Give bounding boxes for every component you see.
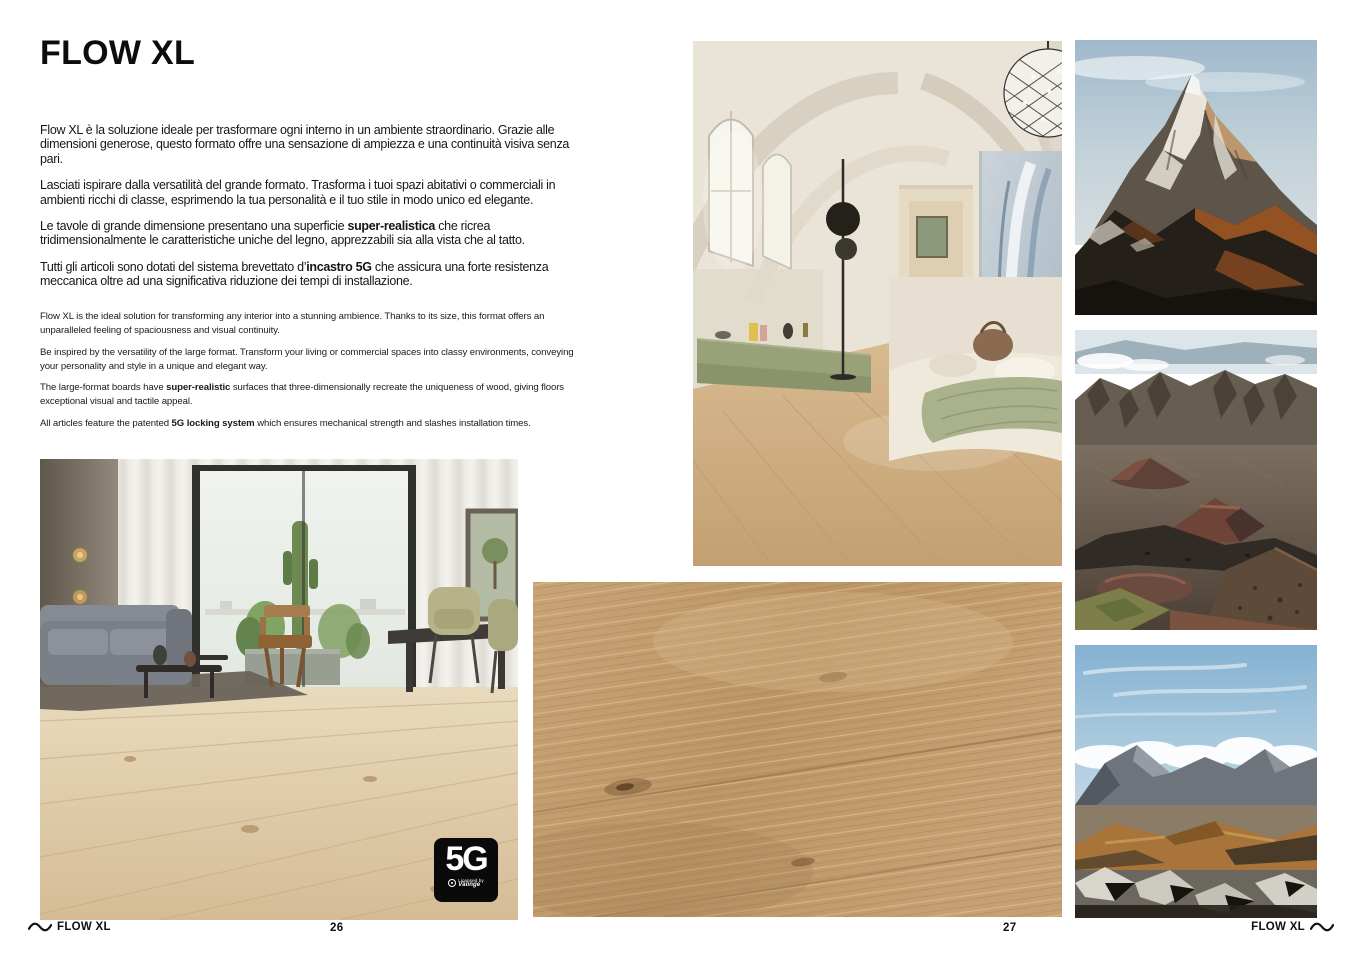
paragraph: The large-format boards have super-realistic surfaces that three-dimensionally recreate the uniqueness of wood, giving floors exceptional visual and tactile appeal. [40,382,564,407]
footer-left-label: FLOW XL [57,920,111,933]
license-brand: Välinge [458,882,481,889]
photo-volcanic-valley [1075,645,1317,918]
footer-left [28,920,111,933]
page-title: FLOW XL [40,34,196,72]
license-line: Licensed by [458,878,484,883]
footer-right [1251,920,1334,933]
wave-squiggle-icon [28,920,52,933]
intro-text-italian [40,123,588,301]
photo-arched-interior [693,41,1062,566]
paragraph: Lasciati ispirare dalla versatilità del grande formato. Trasforma i tuoi spazi abitativi o commerciali in ambienti ricchi di classe, esprimendo la tua personalità e il tuo stile in modo unico ed elegante. [40,178,556,207]
arched-interior-illustration [693,41,1062,566]
valinge-logo-icon [448,879,456,887]
photo-mountain-peak [1075,40,1317,315]
paragraph: Le tavole di grande dimensione presentano una superficie super-realistica che ricrea tridimensionalmente le caratteristiche uniche del legno, apprezzabili sia alla vista che al tatto. [40,219,525,248]
wood-texture-illustration [533,582,1062,917]
page-number-left: 26 [330,922,344,934]
footer-right-label: FLOW XL [1251,920,1305,933]
paragraph: All articles feature the patented 5G locking system which ensures mechanical strength and slashes installation times. [40,417,531,429]
photo-volcanic-crater [1075,330,1317,630]
photo-living-room [40,459,518,920]
5g-locking-badge [434,838,498,902]
paragraph: Be inspired by the versatility of the large format. Transform your living or commercial spaces into classy environments, conveying your personality and style in a unique and elegant way. [40,346,574,372]
volcanic-crater-illustration [1075,330,1317,630]
5g-badge-label: 5G [445,840,487,878]
volcanic-valley-illustration [1075,645,1317,918]
wave-squiggle-icon [1310,920,1334,933]
photo-wood-texture [533,582,1062,917]
paragraph: Flow XL è la soluzione ideale per trasformare ogni interno in un ambiente straordinario. Grazie alle dimensioni generose, questo formato offre una sensazione di ampiezza e una continuità visiva senza pari. [40,123,570,166]
paragraph: Tutti gli articoli sono dotati del sistema brevettato d’incastro 5G che assicura una forte resistenza meccanica oltre ad una significativa riduzione dei tempi di installazione. [40,259,549,289]
5g-badge-license [448,878,484,889]
intro-text-english [40,310,585,438]
mountain-peak-illustration [1075,40,1317,315]
page-number-right: 27 [1003,922,1017,934]
paragraph: Flow XL is the ideal solution for transforming any interior into a stunning ambience. Thanks to its size, this format offers an unparalleled feeling of spaciousness and visual continuity. [40,311,545,336]
